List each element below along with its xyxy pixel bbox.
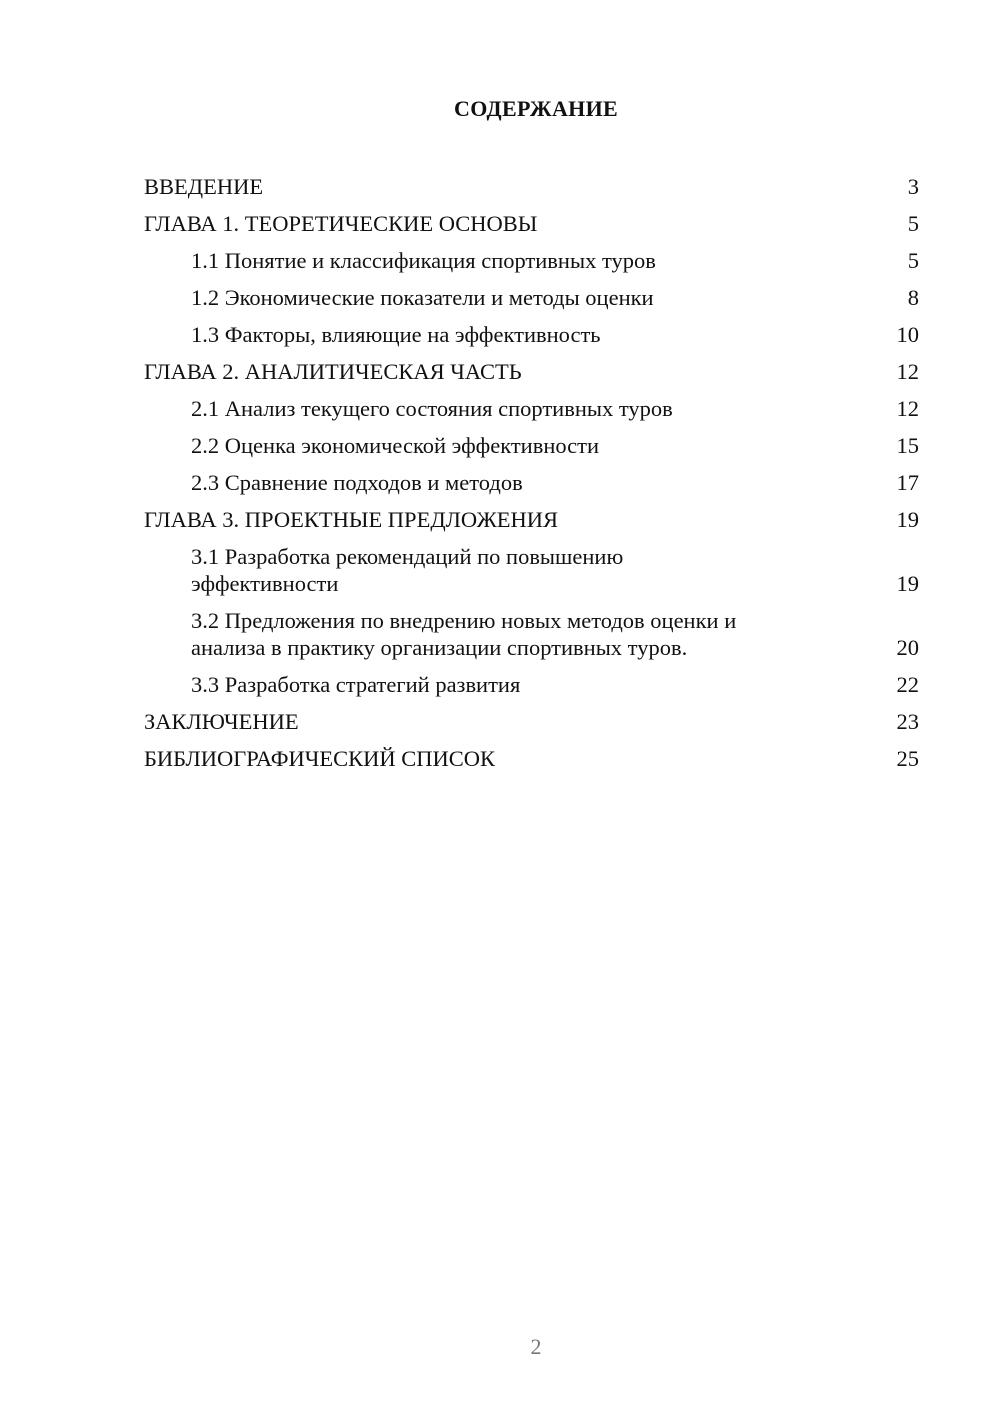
toc-entry-text: 1.2 Экономические показатели и методы оценки [191,285,654,310]
toc-entry-page: 12 [896,359,919,384]
toc-entry-page: 22 [896,672,919,697]
toc-entry-text: ВВЕДЕНИЕ [144,174,264,199]
toc-entry-chapter-3[interactable] [144,501,919,538]
toc-entry-section-2-2[interactable] [144,427,919,464]
toc-entry-page: 23 [896,709,919,734]
toc-entry-text: 3.3 Разработка стратегий развития [191,672,521,697]
toc-entry-text: ГЛАВА 2. АНАЛИТИЧЕСКАЯ ЧАСТЬ [144,359,522,384]
table-of-contents [144,168,919,777]
toc-entry-introduction[interactable] [144,168,919,205]
toc-entry-chapter-1[interactable] [144,205,919,242]
toc-entry-page: 5 [907,211,919,236]
toc-entry-page: 12 [896,396,919,421]
toc-entry-section-3-3[interactable] [144,666,919,703]
toc-entry-section-2-1[interactable] [144,390,919,427]
toc-entry-page: 20 [896,635,919,660]
toc-entry-page: 10 [896,322,919,347]
toc-entry-text: ГЛАВА 1. ТЕОРЕТИЧЕСКИЕ ОСНОВЫ [144,211,538,236]
toc-entry-text: 2.2 Оценка экономической эффективности [191,433,600,458]
toc-entry-page: 19 [896,571,919,596]
toc-entry-section-1-3[interactable] [144,316,919,353]
toc-entry-section-2-3[interactable] [144,464,919,501]
toc-entry-text: 3.1 Разработка рекомендаций по повышению эффективности [191,544,624,596]
toc-entry-text: 1.1 Понятие и классификация спортивных туров [191,248,656,273]
toc-entry-section-3-1[interactable] [144,538,919,602]
toc-entry-section-1-1[interactable] [144,242,919,279]
toc-entry-page: 25 [896,746,919,771]
toc-entry-text: 1.3 Факторы, влияющие на эффективность [191,322,601,347]
toc-entry-page: 17 [896,470,919,495]
toc-entry-text: ЗАКЛЮЧЕНИЕ [144,709,299,734]
toc-entry-section-1-2[interactable] [144,279,919,316]
toc-entry-page: 19 [896,507,919,532]
toc-entry-conclusion[interactable] [144,703,919,740]
toc-entry-text: БИБЛИОГРАФИЧЕСКИЙ СПИСОК [144,746,496,771]
toc-entry-section-3-2[interactable] [144,602,919,666]
toc-entry-page: 3 [907,174,919,199]
toc-entry-text: 2.1 Анализ текущего состояния спортивных туров [191,396,673,421]
toc-heading: СОДЕРЖАНИЕ [454,96,618,121]
toc-entry-text: 2.3 Сравнение подходов и методов [191,470,523,495]
toc-entry-page: 8 [907,285,919,310]
toc-entry-text: ГЛАВА 3. ПРОЕКТНЫЕ ПРЕДЛОЖЕНИЯ [144,507,559,532]
toc-entry-text: 3.2 Предложения по внедрению новых методов оценки и анализа в практику организации спортивных туров. [191,608,737,660]
toc-entry-chapter-2[interactable] [144,353,919,390]
toc-entry-page: 5 [907,248,919,273]
toc-entry-bibliography[interactable] [144,740,919,777]
toc-entry-page: 15 [896,433,919,458]
page-number: 2 [530,1334,542,1359]
